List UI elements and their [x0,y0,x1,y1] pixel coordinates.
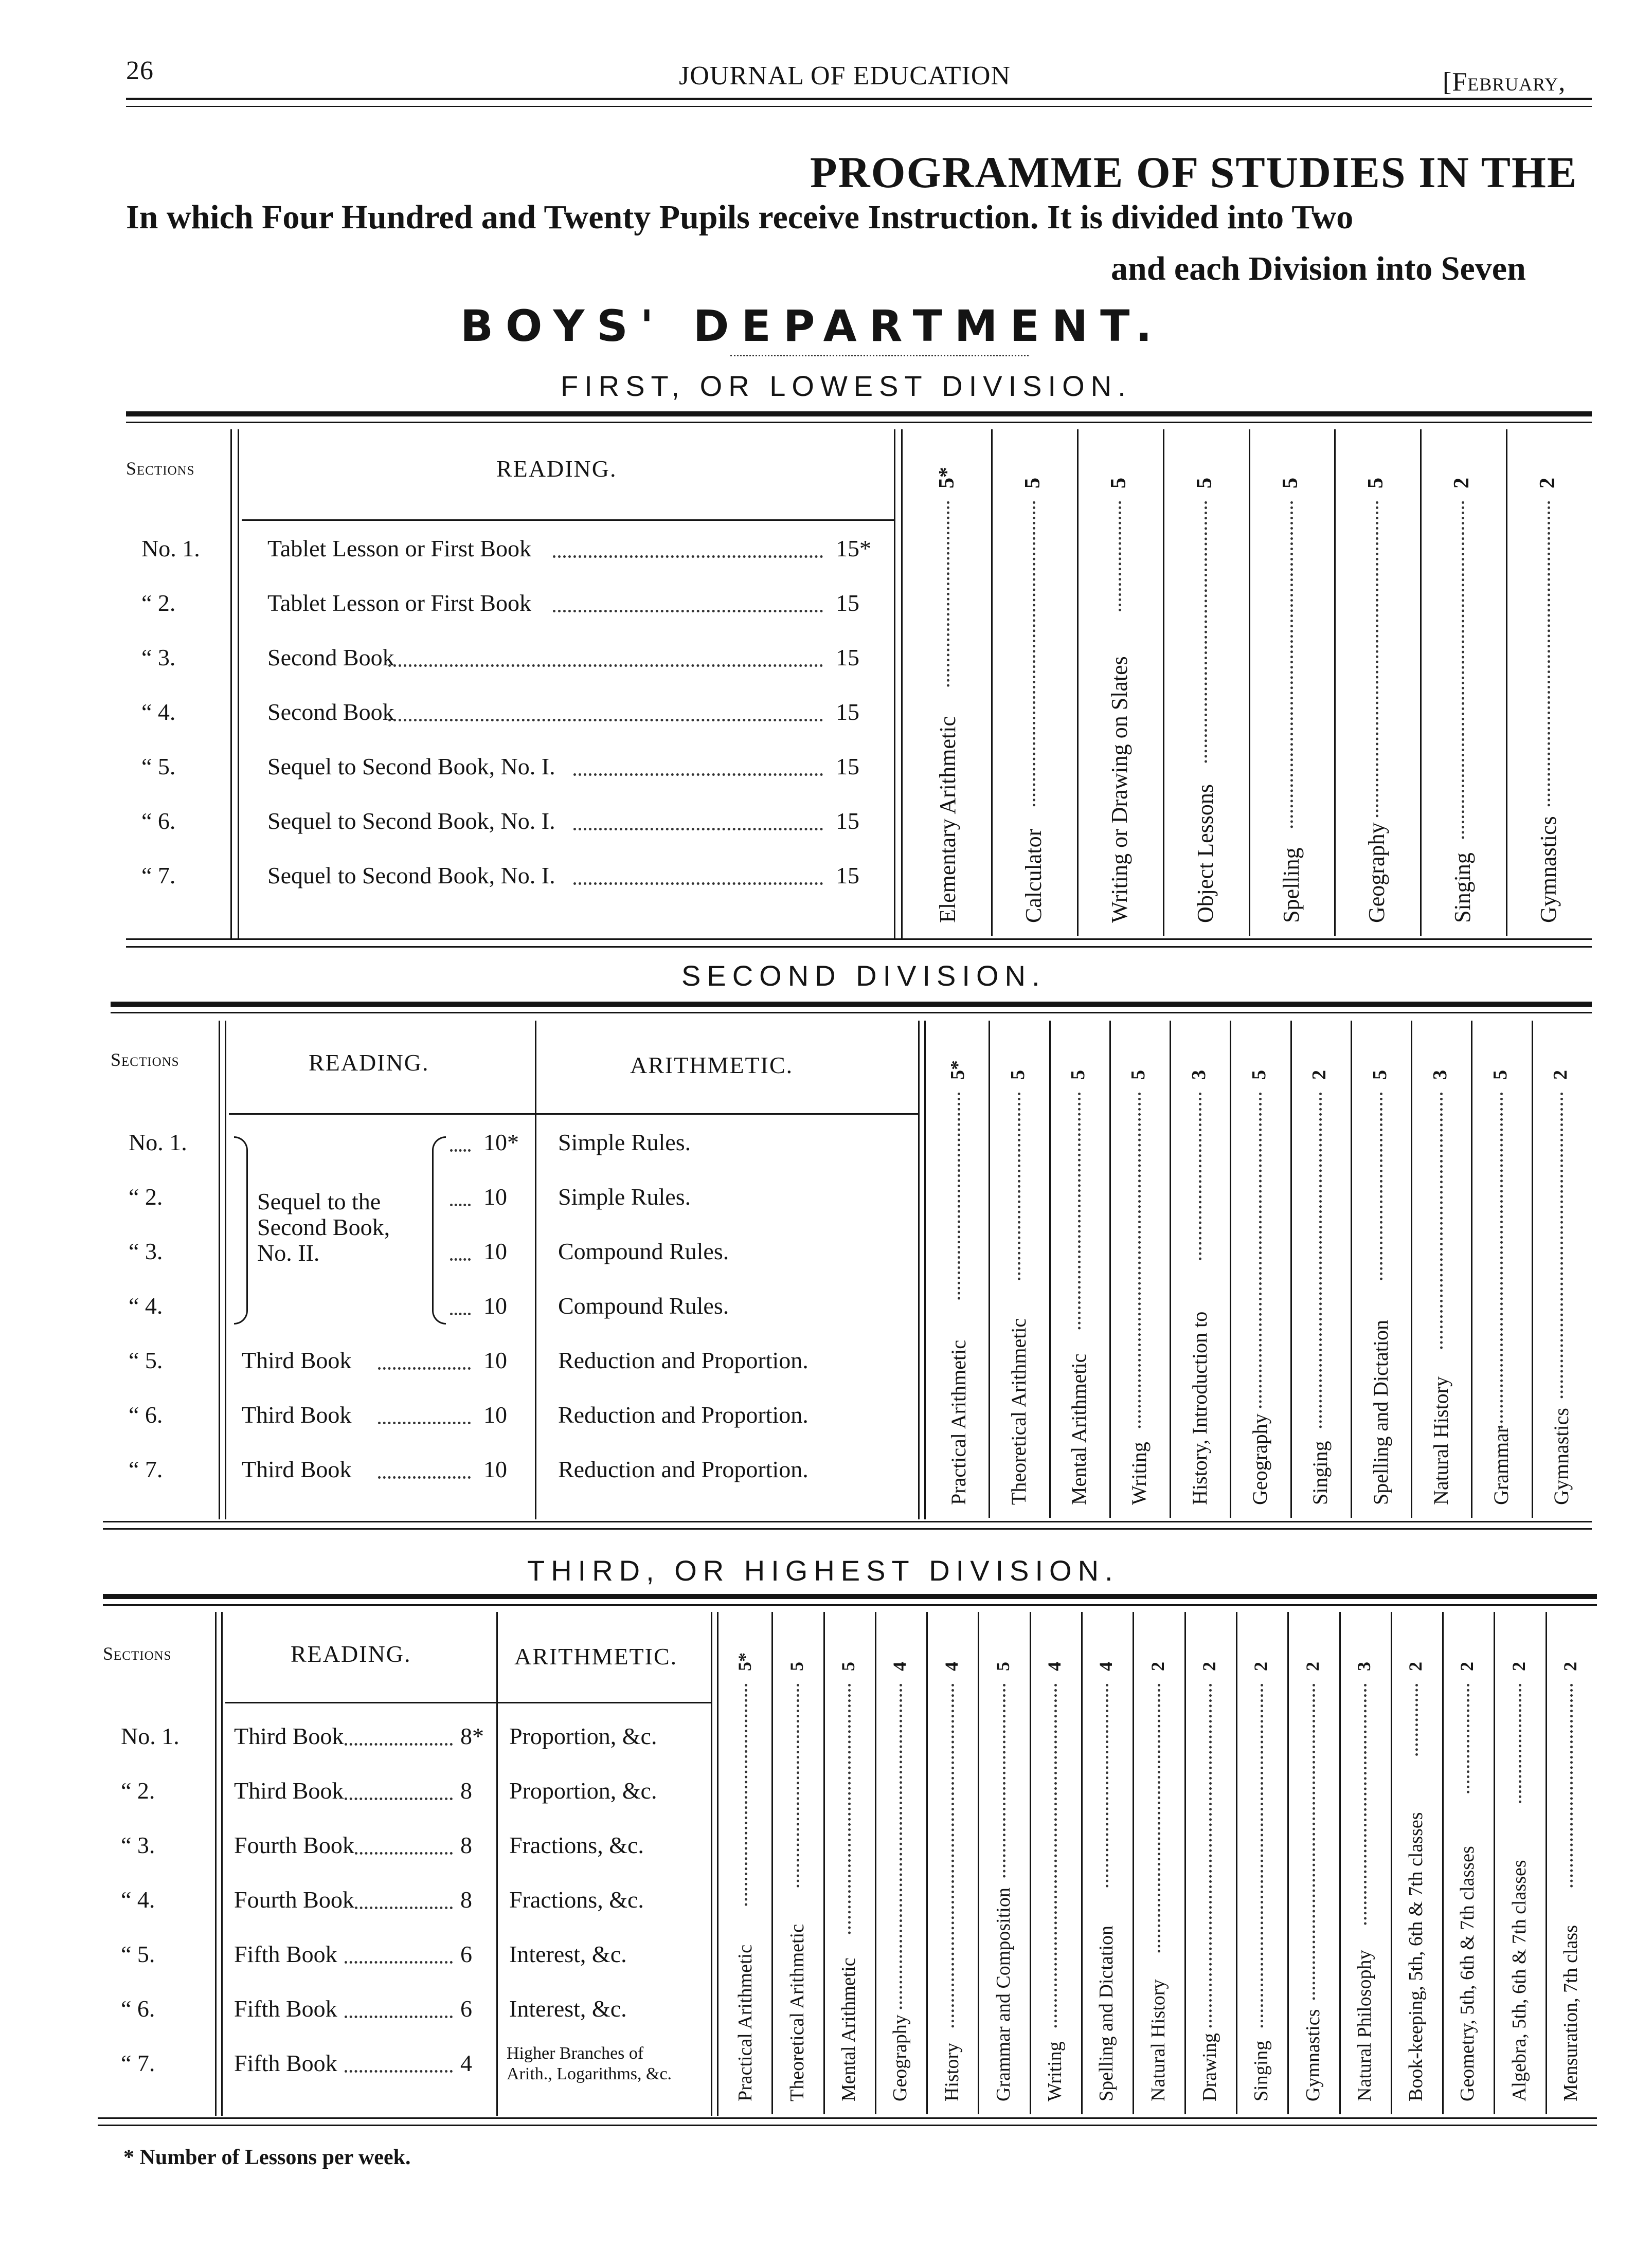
div3-row-leader [345,1743,453,1746]
div2-row-book: Third Book [242,1456,352,1482]
div3-row-number: “ 3. [121,1832,155,1858]
div3-subject-leader [745,1684,747,1906]
div3-subject-name: History [941,2043,963,2101]
div2-subject-count: 5 [1067,1070,1089,1080]
div2-row-count: 10* [483,1129,519,1155]
div3-row-count: 8 [460,1832,472,1858]
div1-subject-count: 2 [1536,478,1559,488]
div1-subject-name: Writing or Drawing on Slates [1107,656,1132,923]
div2-subject-name: Gymnastics [1550,1408,1573,1505]
div2-subject-name: Practical Arithmetic [947,1340,970,1505]
div2-col-divider [1411,1021,1412,1518]
div2-subject-count: 5 [1369,1070,1391,1080]
div1-bottom-rule [126,938,1592,940]
div3-row-book: Fifth Book [234,1941,337,1967]
div3-bottom-rule [98,2117,1597,2119]
div3-reading-header: READING. [291,1641,411,1667]
div3-row-count: 8 [460,1886,472,1913]
div3-row-leader [355,1907,453,1909]
division-1-title: FIRST, OR LOWEST DIVISION. [561,370,1132,402]
div1-subject-leader [1119,501,1121,611]
div2-col-divider [1532,1021,1533,1518]
div2-subject-name: Grammar [1489,1426,1513,1505]
div1-row-book: Second Book [267,699,394,725]
div3-row-arithmetic: Proportion, &c. [509,1777,657,1804]
div3-col-divider [978,1612,979,2114]
decorative-wave [730,351,1029,356]
div2-subject-name: Singing [1308,1441,1332,1505]
div3-row-arithmetic-line: Higher Branches of [507,2044,644,2063]
div2-row-count: 10 [483,1184,507,1210]
div2-subject-name: Spelling and Dictation [1369,1320,1392,1505]
div3-subject-name: Book-keeping, 5th, 6th & 7th classes [1405,1812,1427,2101]
div1-sections-header: Sections [126,458,195,479]
div2-col-divider [1471,1021,1472,1518]
header-rule [126,98,1592,100]
div3-row-arithmetic-line: Arith., Logarithms, &c. [507,2064,672,2083]
div1-subject-name: Elementary Arithmetic [935,716,960,923]
div2-row-leader [378,1367,471,1370]
div1-subject-count: 5 [1193,478,1216,488]
div2-row-count: 10 [483,1456,507,1482]
div1-subject-name: Calculator [1021,828,1046,923]
div2-subject-leader [1259,1093,1262,1408]
div3-subject-count: 2 [1147,1662,1168,1671]
div3-col-divider [1339,1612,1341,2114]
div2-bracket-text-3: No. II. [257,1240,320,1266]
div3-subject-name: Algebra, 5th, 6th & 7th classes [1508,1860,1530,2101]
div1-subject-count: 2 [1450,478,1474,488]
div2-subject-count: 3 [1188,1070,1210,1080]
div3-row-number: No. 1. [121,1723,179,1749]
div2-subject-leader [1440,1093,1443,1349]
div1-subject-count: 5* [935,467,959,488]
div1-subject-count: 5 [1021,478,1045,488]
div2-row-count: 10 [483,1238,507,1264]
header-rule-2 [126,106,1592,107]
div1-row-leader [573,773,823,776]
div3-row-count: 8* [460,1723,484,1749]
div1-row-number: “ 2. [141,590,176,616]
div3-subject-count: 4 [889,1662,910,1671]
div3-top-rule [103,1594,1597,1599]
div3-subject-leader [1209,1684,1212,2028]
div2-col-divider [1049,1021,1051,1518]
div2-subject-count: 2 [1308,1070,1330,1080]
div1-subject-count: 5 [1107,478,1130,488]
div1-row-count: 15 [836,644,859,670]
div2-row-arithmetic: Simple Rules. [558,1184,691,1210]
div1-subject-count: 5 [1364,478,1388,488]
div3-subject-leader [900,1684,902,2009]
div3-subject-leader [1261,1684,1263,2028]
div3-subject-name: Writing [1044,2041,1066,2101]
div1-subject-leader [1548,501,1550,807]
div2-row-number: “ 4. [129,1293,163,1319]
div3-subject-name: Practical Arithmetic [734,1945,756,2101]
div1-subject-count: 5 [1279,478,1302,488]
div1-row-book: Sequel to Second Book, No. I. [267,808,555,834]
div3-subject-name: Singing [1250,2040,1272,2101]
division-3-title: THIRD, OR HIGHEST DIVISION. [527,1554,1119,1587]
div3-arithmetic-header: ARITHMETIC. [514,1643,678,1670]
div2-subject-count: 3 [1429,1070,1451,1080]
div2-bracket-left [234,1136,248,1324]
div2-subject-count: 5 [1127,1070,1149,1080]
div3-subject-count: 2 [1199,1662,1219,1671]
div3-subject-leader [848,1684,851,1934]
div3-row-number: “ 2. [121,1777,155,1804]
div3-row-number: “ 6. [121,1995,155,2022]
div3-subject-leader [797,1684,799,1888]
div2-row-number: “ 3. [129,1238,163,1264]
div1-row-number: “ 5. [141,753,176,779]
div3-row-book: Fourth Book [234,1832,354,1858]
div3-col-divider [1391,1612,1392,2114]
div2-subject-leader [1560,1093,1563,1399]
div2-row-count: 10 [483,1293,507,1319]
div3-row-book: Fifth Book [234,1995,337,2022]
div3-row-count: 4 [460,2050,472,2076]
div2-subject-name: Mental Arithmetic [1067,1353,1090,1505]
div3-subject-leader [1313,1684,1315,2000]
div1-reading-header: READING. [496,456,617,482]
div3-col-divider [771,1612,773,2114]
div3-subject-count: 2 [1405,1662,1426,1671]
div3-col-divider [1236,1612,1237,2114]
div3-subject-count: 2 [1560,1662,1580,1671]
div3-subject-name: Gymnastics [1302,2009,1324,2101]
div3-subject-leader [1364,1684,1367,1925]
div3-row-count: 6 [460,1941,472,1967]
div3-row-arithmetic [507,2043,672,2084]
div2-subject-count: 5 [1489,1070,1511,1080]
div1-col-divider [991,429,993,936]
div1-subject-name: Singing [1450,852,1475,923]
div1-row-count: 15 [836,808,859,834]
div3-row-arithmetic: Interest, &c. [509,1941,627,1967]
div3-subject-name: Geography [889,2015,911,2101]
div3-subject-leader [1519,1684,1521,1803]
journal-title: JOURNAL OF EDUCATION [679,61,1011,90]
div1-col-divider [1506,429,1507,936]
div3-row-book: Third Book [234,1777,344,1804]
div3-row-number: “ 5. [121,1941,155,1967]
main-title: PROGRAMME OF STUDIES IN THE [810,148,1578,197]
footnote: * Number of Lessons per week. [123,2146,411,2169]
div3-subject-name: Natural History [1147,1979,1169,2101]
div2-subject-leader [1078,1093,1081,1330]
div3-subject-count: 4 [941,1662,962,1671]
div2-subject-name: History, Introduction to [1188,1311,1211,1505]
div3-subject-name: Mental Arithmetic [838,1957,859,2101]
div2-row-book: Third Book [242,1402,352,1428]
div2-row-number: “ 5. [129,1347,163,1373]
div1-subject-leader [1376,501,1378,818]
div2-subject-name: Writing [1127,1442,1151,1505]
div3-col-divider [1546,1612,1547,2114]
div2-subject-leader [1138,1093,1141,1428]
div3-subject-count: 3 [1354,1662,1374,1671]
div2-row-count: 10 [483,1402,507,1428]
subtitle-line-1: In which Four Hundred and Twenty Pupils receive Instruction. It is divided into Two [126,198,1354,236]
div3-subject-count: 2 [1457,1662,1477,1671]
div3-subject-count: 5 [786,1662,807,1671]
div2-bottom-rule [103,1521,1592,1522]
div2-col-divider [1109,1021,1111,1518]
div2-subject-leader [1319,1093,1322,1428]
div1-row-number: “ 4. [141,699,176,725]
div1-row-count: 15 [836,753,859,779]
div2-subject-count: 5 [1248,1070,1270,1080]
div1-row-book: Second Book [267,644,394,670]
div1-row-number: No. 1. [141,535,200,561]
page-number: 26 [126,56,154,85]
div1-subject-leader [1462,501,1464,839]
div2-row-leader [450,1258,471,1261]
div3-col-divider [1030,1612,1031,2114]
div1-subject-name: Object Lessons [1193,784,1218,923]
div3-subject-name: Mensuration, 7th class [1560,1925,1582,2101]
div2-bracket-right [432,1136,446,1324]
div2-col-divider [989,1021,990,1518]
div3-row-leader [355,1852,453,1855]
div2-row-number: “ 7. [129,1456,163,1482]
div1-row-number: “ 7. [141,862,176,888]
div1-subject-name: Spelling [1279,847,1304,923]
div2-row-arithmetic: Compound Rules. [558,1293,729,1319]
div3-row-leader [345,1798,453,1800]
div3-row-number: “ 7. [121,2050,155,2076]
div2-subject-count: 2 [1550,1070,1571,1080]
div1-col-divider [1163,429,1164,936]
div2-col-divider [1230,1021,1231,1518]
div2-bracket-text-1: Sequel to the [257,1188,381,1214]
div1-row-count: 15* [836,535,871,561]
div3-subject-name: Spelling and Dictation [1095,1926,1117,2101]
div2-subject-leader [1500,1093,1503,1428]
div3-row-book: Fourth Book [234,1886,354,1913]
div3-col-divider [1184,1612,1186,2114]
div3-col-divider [926,1612,928,2114]
div3-subject-name: Drawing [1199,2033,1220,2101]
div2-subject-count: 5 [1007,1070,1029,1080]
div3-row-leader [345,1961,453,1964]
div2-subject-leader [1380,1093,1382,1280]
div2-arithmetic-header: ARITHMETIC. [630,1052,794,1078]
div2-row-book: Third Book [242,1347,352,1373]
div1-row-leader [553,610,823,612]
div2-col-divider [1170,1021,1171,1518]
div3-row-arithmetic: Proportion, &c. [509,1723,657,1749]
div3-col-divider [875,1612,876,2114]
div3-subject-count: 2 [1302,1662,1323,1671]
div2-subject-name: Geography [1248,1413,1271,1505]
div1-row-number: “ 3. [141,644,176,670]
div1-top-rule [126,411,1592,416]
div3-row-book: Fifth Book [234,2050,337,2076]
div2-row-number: “ 2. [129,1184,163,1210]
div3-subject-name: Theoretical Arithmetic [786,1924,808,2101]
div2-bracket-text-2: Second Book, [257,1214,390,1240]
div3-col-divider [1133,1612,1134,2114]
div2-row-leader [378,1476,471,1479]
subtitle-line-2: and each Division into Seven [1111,250,1526,287]
div3-subject-name: Natural Philosophy [1354,1950,1375,2101]
div2-sections-header: Sections [111,1049,179,1070]
div3-row-leader [345,2016,453,2018]
div2-row-arithmetic: Simple Rules. [558,1129,691,1155]
div2-subject-name: Theoretical Arithmetic [1007,1318,1030,1505]
div3-subject-count: 4 [1044,1662,1065,1671]
div2-col-divider [1351,1021,1352,1518]
div2-subject-leader [1199,1093,1201,1260]
div1-row-leader [553,555,823,558]
div3-subject-leader [951,1684,954,2028]
div1-row-leader [388,664,823,667]
div2-col-divider [1290,1021,1292,1518]
div2-row-number: No. 1. [129,1129,187,1155]
div3-subject-count: 2 [1250,1662,1271,1671]
div1-row-count: 15 [836,862,859,888]
div2-row-leader [450,1149,471,1152]
div1-col-divider [1249,429,1250,936]
div1-subject-name: Gymnastics [1536,816,1561,923]
div3-subject-leader [1054,1684,1057,2028]
div1-row-book: Tablet Lesson or First Book [267,590,531,616]
div3-row-arithmetic: Interest, &c. [509,1995,627,2022]
div3-row-count: 6 [460,1995,472,2022]
div3-subject-name: Geometry, 5th, 6th & 7th classes [1457,1846,1478,2101]
div1-row-leader [388,719,823,721]
div3-row-arithmetic: Fractions, &c. [509,1886,644,1913]
div3-subject-leader [1467,1684,1469,1793]
div3-row-leader [345,2070,453,2073]
div2-row-leader [450,1313,471,1315]
div2-subject-leader [958,1093,960,1300]
div2-subject-count: 5* [947,1060,968,1080]
div3-subject-leader [1003,1684,1005,1878]
department-title: BOYS' DEPARTMENT. [460,301,1164,351]
div3-row-arithmetic: Fractions, &c. [509,1832,644,1858]
div2-row-arithmetic: Reduction and Proportion. [558,1456,808,1482]
div3-row-number: “ 4. [121,1886,155,1913]
div1-subject-leader [1033,501,1035,807]
div1-col-divider [1077,429,1079,936]
div1-row-book: Sequel to Second Book, No. I. [267,862,555,888]
div3-subject-leader [1106,1684,1108,1888]
div2-reading-header: READING. [309,1049,429,1076]
div1-subject-name: Geography [1364,822,1389,923]
div3-subject-leader [1570,1684,1573,1888]
div3-subject-count: 5* [734,1653,755,1671]
div1-row-leader [573,882,823,885]
div1-col-divider [1334,429,1336,936]
div2-row-arithmetic: Reduction and Proportion. [558,1402,808,1428]
div2-row-number: “ 6. [129,1402,163,1428]
div3-col-divider [1442,1612,1444,2114]
div1-row-count: 15 [836,590,859,616]
div3-subject-name: Grammar and Composition [993,1888,1014,2101]
div3-subject-leader [1415,1684,1418,1756]
div3-sections-header: Sections [103,1643,172,1664]
div1-row-number: “ 6. [141,808,176,834]
div2-row-arithmetic: Compound Rules. [558,1238,729,1264]
div2-row-leader [450,1204,471,1206]
div2-row-arithmetic: Reduction and Proportion. [558,1347,808,1373]
div1-subject-leader [1290,501,1293,828]
div1-row-book: Tablet Lesson or First Book [267,535,531,561]
div3-col-divider [1287,1612,1289,2114]
div3-col-divider [1081,1612,1083,2114]
div1-col-divider [1420,429,1422,936]
div1-row-leader [573,828,823,830]
div3-subject-count: 5 [838,1662,858,1671]
division-2-title: SECOND DIVISION. [681,959,1046,992]
month-label: [February, [1443,67,1566,97]
div3-row-count: 8 [460,1777,472,1804]
div2-row-leader [378,1422,471,1424]
div3-row-book: Third Book [234,1723,344,1749]
div1-subject-leader [1205,501,1207,763]
div3-col-divider [1494,1612,1495,2114]
div2-row-count: 10 [483,1347,507,1373]
div2-subject-name: Natural History [1429,1376,1452,1505]
div2-top-rule [111,1002,1592,1007]
div3-subject-leader [1158,1684,1160,1953]
div1-subject-leader [947,501,949,687]
div2-subject-leader [1018,1093,1020,1280]
div3-subject-count: 5 [993,1662,1013,1671]
div1-row-count: 15 [836,699,859,725]
div3-subject-count: 2 [1508,1662,1529,1671]
div3-col-divider [823,1612,825,2114]
div3-subject-count: 4 [1095,1662,1116,1671]
div1-row-book: Sequel to Second Book, No. I. [267,753,555,779]
